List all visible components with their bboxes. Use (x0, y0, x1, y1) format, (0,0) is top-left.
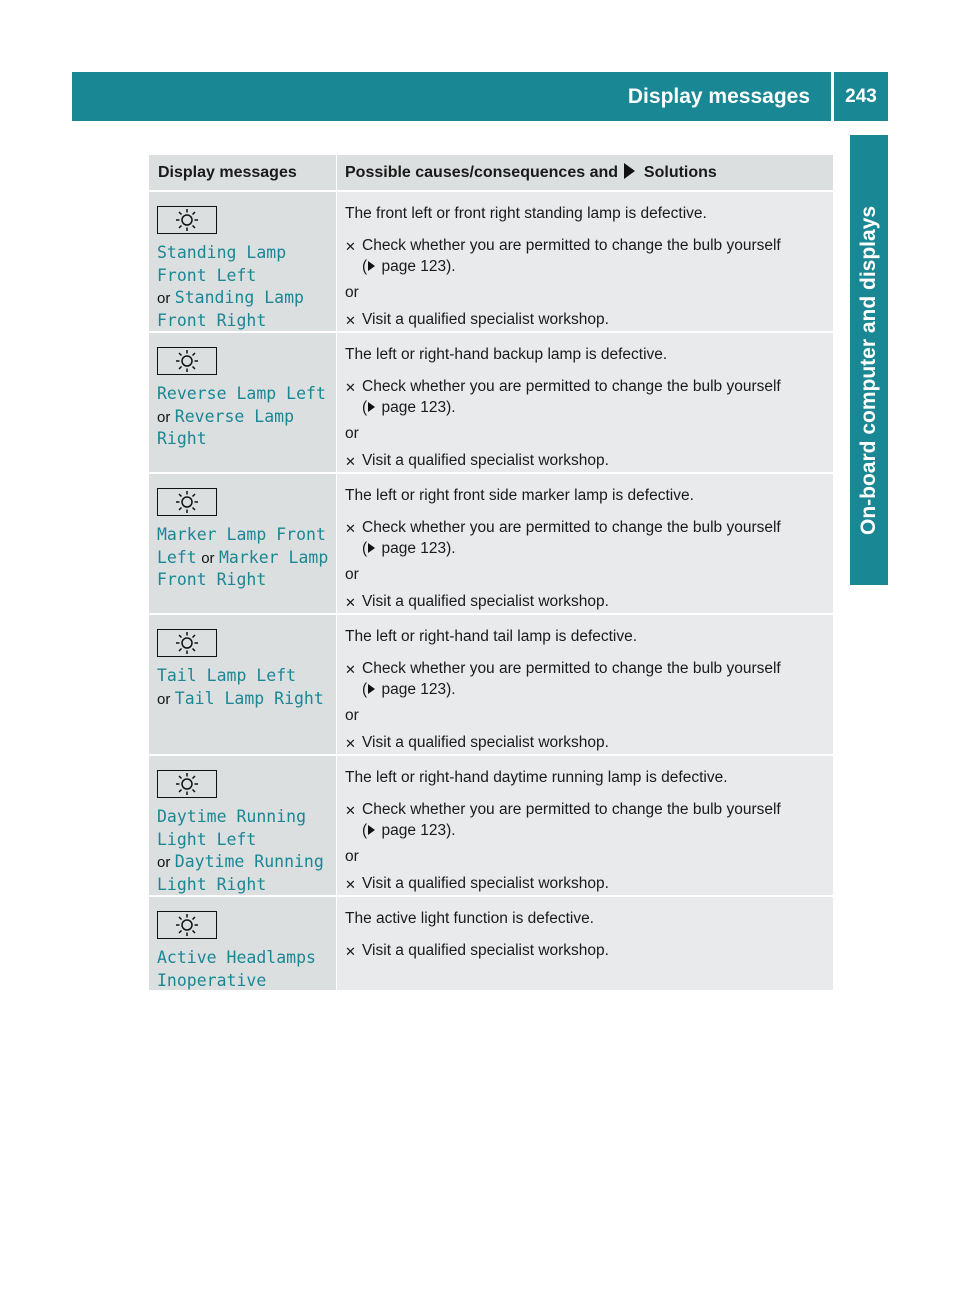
action-text: Visit a qualified specialist workshop. (362, 942, 609, 959)
display-message-cell (149, 897, 336, 990)
action-x-icon: ✕ (345, 877, 356, 892)
table-header (149, 155, 833, 190)
or-separator: or (345, 284, 359, 301)
message-name: Active Headlamps (157, 948, 316, 967)
action-text-line: Check whether you are permitted to change the bulb yourself (362, 378, 781, 395)
action-text (362, 376, 827, 418)
display-message-cell (149, 756, 336, 895)
bulb-icon (157, 206, 217, 234)
action-x-icon: ✕ (345, 662, 356, 677)
table-row (149, 754, 833, 895)
page-ref-arrow-icon (368, 261, 375, 271)
page-header-title: Display messages (627, 85, 810, 108)
causes-solutions-cell (336, 897, 833, 990)
action-text-line: Check whether you are permitted to change the bulb yourself (362, 519, 781, 536)
ref-paren: ( (362, 258, 368, 275)
or-separator: or (345, 425, 359, 442)
action-text-line: Check whether you are permitted to change the bulb yourself (362, 237, 781, 254)
action-x-icon: ✕ (345, 380, 356, 395)
or-separator: or (345, 566, 359, 583)
display-message-cell (149, 192, 336, 331)
display-messages-table (149, 155, 833, 990)
table-row (149, 190, 833, 331)
message-name: Tail Lamp Left (157, 666, 297, 685)
column-header-display-messages: Display messages (158, 164, 297, 181)
message-name: Front Right (157, 570, 267, 589)
page-number: 243 (845, 86, 877, 107)
action-item (345, 940, 827, 962)
message-name: Reverse Lamp (174, 406, 295, 426)
action-item (345, 591, 827, 613)
causes-solutions-cell (336, 333, 833, 472)
causes-solutions-cell (336, 615, 833, 754)
page-reference: page 123). (381, 822, 456, 839)
message-name: Light Right (157, 874, 267, 894)
action-x-icon: ✕ (345, 595, 356, 610)
display-message-cell (149, 615, 336, 754)
page-ref-arrow-icon (368, 402, 375, 412)
action-text (362, 517, 827, 559)
message-name: Left (157, 547, 197, 567)
action-text: Visit a qualified specialist workshop. (362, 452, 609, 469)
message-name: Standing Lamp (157, 243, 287, 262)
page-ref-arrow-icon (368, 543, 375, 553)
action-text-line: Check whether you are permitted to change the bulb yourself (362, 801, 781, 818)
play-arrow-icon (624, 163, 635, 179)
action-item (345, 235, 827, 277)
display-message-text (157, 383, 336, 451)
display-message-text (157, 947, 336, 992)
message-name: Standing Lamp (174, 288, 304, 307)
bulb-icon (157, 770, 217, 798)
bulb-icon (157, 629, 217, 657)
causes-solutions-cell (336, 474, 833, 613)
page-ref-arrow-icon (368, 825, 375, 835)
bulb-icon (157, 488, 217, 516)
page-ref-arrow-icon (368, 684, 375, 694)
message-name: Inoperative (157, 970, 267, 990)
cause-text: The front left or front right standing lamp is defective. (345, 205, 707, 222)
cause-text: The left or right front side marker lamp is defective. (345, 487, 694, 504)
ref-paren: ( (362, 399, 368, 416)
action-text (362, 658, 827, 700)
action-text (362, 235, 827, 277)
column-header-causes-text: Possible causes/consequences and (345, 164, 619, 181)
display-message-text (157, 242, 336, 332)
message-name: Daytime Running (157, 807, 307, 826)
action-item (345, 376, 827, 418)
ref-paren: ( (362, 822, 368, 839)
action-text: Visit a qualified specialist workshop. (362, 593, 609, 610)
action-text: Visit a qualified specialist workshop. (362, 875, 609, 892)
action-x-icon: ✕ (345, 454, 356, 469)
cause-text: The left or right-hand backup lamp is defective. (345, 346, 668, 363)
or-label: or (157, 854, 171, 871)
action-text: Visit a qualified specialist workshop. (362, 734, 609, 751)
bulb-icon (157, 911, 217, 939)
message-name: Tail Lamp Right (174, 688, 324, 708)
ref-paren: ( (362, 681, 368, 698)
or-separator: or (345, 707, 359, 724)
action-x-icon: ✕ (345, 944, 356, 959)
display-message-cell (149, 333, 336, 472)
message-name: Marker Lamp (219, 547, 329, 567)
action-item (345, 517, 827, 559)
action-text-line: Check whether you are permitted to change the bulb yourself (362, 660, 781, 677)
page-reference: page 123). (381, 540, 456, 557)
message-name: Front Left (157, 265, 257, 285)
action-item (345, 873, 827, 895)
cause-text: The left or right-hand tail lamp is defective. (345, 628, 638, 645)
table-row (149, 895, 833, 990)
bulb-icon (157, 347, 217, 375)
or-label: or (201, 549, 215, 567)
cause-text: The active light function is defective. (345, 910, 594, 927)
display-message-text (157, 524, 336, 592)
table-row (149, 331, 833, 472)
table-row (149, 613, 833, 754)
action-text (362, 799, 827, 841)
action-item (345, 450, 827, 472)
display-message-cell (149, 474, 336, 613)
or-label: or (157, 290, 171, 307)
table-row (149, 472, 833, 613)
action-x-icon: ✕ (345, 521, 356, 536)
message-name: Light Left (157, 829, 257, 849)
action-x-icon: ✕ (345, 239, 356, 254)
action-item (345, 799, 827, 841)
action-x-icon: ✕ (345, 803, 356, 818)
action-text: Visit a qualified specialist workshop. (362, 311, 609, 328)
column-header-solutions-text: Solutions (643, 164, 717, 181)
message-name: Marker Lamp Front (157, 525, 326, 544)
display-message-text (157, 806, 336, 896)
page-reference: page 123). (381, 681, 456, 698)
message-name: Right (157, 429, 207, 448)
or-label: or (157, 408, 171, 426)
section-side-tab-label: On-board computer and displays (857, 205, 880, 535)
action-x-icon: ✕ (345, 313, 356, 328)
action-item (345, 309, 827, 331)
column-header-causes-solutions (336, 155, 833, 190)
action-item (345, 658, 827, 700)
or-label: or (157, 690, 171, 708)
cause-text: The left or right-hand daytime running lamp is defective. (345, 769, 728, 786)
message-name: Daytime Running (174, 852, 324, 871)
page-reference: page 123). (381, 399, 456, 416)
action-item (345, 732, 827, 754)
message-name: Reverse Lamp Left (157, 384, 326, 403)
causes-solutions-cell (336, 756, 833, 895)
or-separator: or (345, 848, 359, 865)
display-message-text (157, 665, 336, 710)
ref-paren: ( (362, 540, 368, 557)
causes-solutions-cell (336, 192, 833, 331)
page-reference: page 123). (381, 258, 456, 275)
message-name: Front Right (157, 310, 267, 330)
action-x-icon: ✕ (345, 736, 356, 751)
